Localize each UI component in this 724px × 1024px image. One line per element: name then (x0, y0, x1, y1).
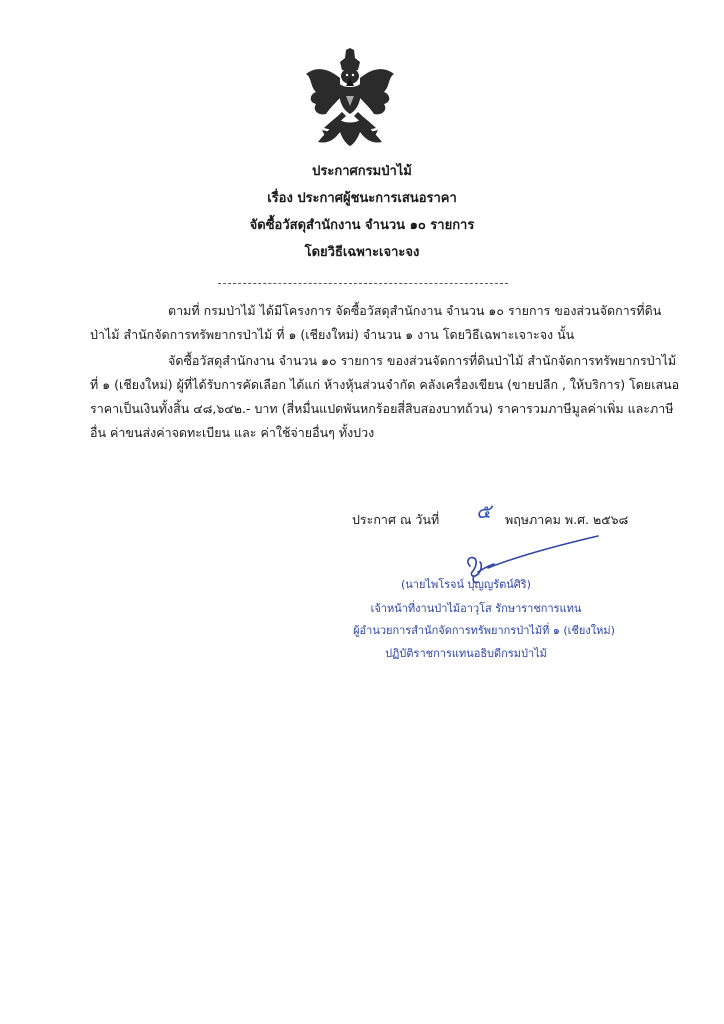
body-paragraph-2-line-3: ราคาเป็นเงินทั้งสิ้น ๔๘,๖๔๒.- บาท (สี่หมื่นแปดพันหกร้อยสี่สิบสองบาทถ้วน) ราคารวมภาษีมูลค่าเพิ่ม และภาษี (90, 401, 674, 416)
date-label: ประกาศ ณ วันที่ (352, 512, 440, 527)
body-paragraph-2-line-2: ที่ ๑ (เชียงใหม่) ผู้ที่ได้รับการคัดเลือก ได้แก่ ห้างหุ้นส่วนจำกัด คลังเครื่องเขียน (ขายปลีก , ให้บริการ) โดยเสนอ (90, 377, 680, 392)
document-subject-item: จัดซื้อวัสดุสำนักงาน จำนวน ๑๐ รายการ (249, 218, 475, 233)
signatory-position: เจ้าหน้าที่งานป่าไม้อาวุโส รักษาราชการแทน (370, 602, 582, 615)
signatory-name: (นายไพโรจน์ บุญญรัตน์ศิริ) (401, 578, 531, 591)
body-paragraph-2-line-4: อื่น ค่าขนส่งค่าจดทะเบียน และ ค่าใช้จ่ายอื่นๆ ทั้งปวง (90, 425, 375, 440)
document-title: ประกาศกรมป่าไม้ (312, 164, 412, 179)
date-month-year: พฤษภาคม พ.ศ. ๒๕๖๘ (505, 512, 629, 527)
garuda-emblem (302, 48, 398, 152)
body-paragraph-2-line-1: จัดซื้อวัสดุสำนักงาน จำนวน ๑๐ รายการ ของส่วนจัดการที่ดินป่าไม้ สำนักจัดการทรัพยากรป่าไม้ (168, 353, 677, 368)
signatory-acting-position: ผู้อำนวยการสำนักจัดการทรัพยากรป่าไม้ที่ ๑ (เชียงใหม่) (353, 624, 615, 637)
heading-divider (218, 283, 508, 284)
document-subject: เรื่อง ประกาศผู้ชนะการเสนอราคา (267, 191, 457, 206)
document-procurement-method: โดยวิธีเฉพาะเจาะจง (304, 245, 420, 260)
garuda-emblem-icon (302, 48, 398, 152)
body-paragraph-1-line-1: ตามที่ กรมป่าไม้ ได้มีโครงการ จัดซื้อวัสดุสำนักงาน จำนวน ๑๐ รายการ ของส่วนจัดการที่ดิน (168, 303, 662, 318)
date-day-handwritten: ๕ (476, 499, 492, 523)
signatory-authority: ปฏิบัติราชการแทนอธิบดีกรมป่าไม้ (385, 647, 547, 660)
body-paragraph-1-line-2: ป่าไม้ สำนักจัดการทรัพยากรป่าไม้ ที่ ๑ (เชียงใหม่) จำนวน ๑ งาน โดยวิธีเฉพาะเจาะจง นั้น (90, 327, 575, 342)
